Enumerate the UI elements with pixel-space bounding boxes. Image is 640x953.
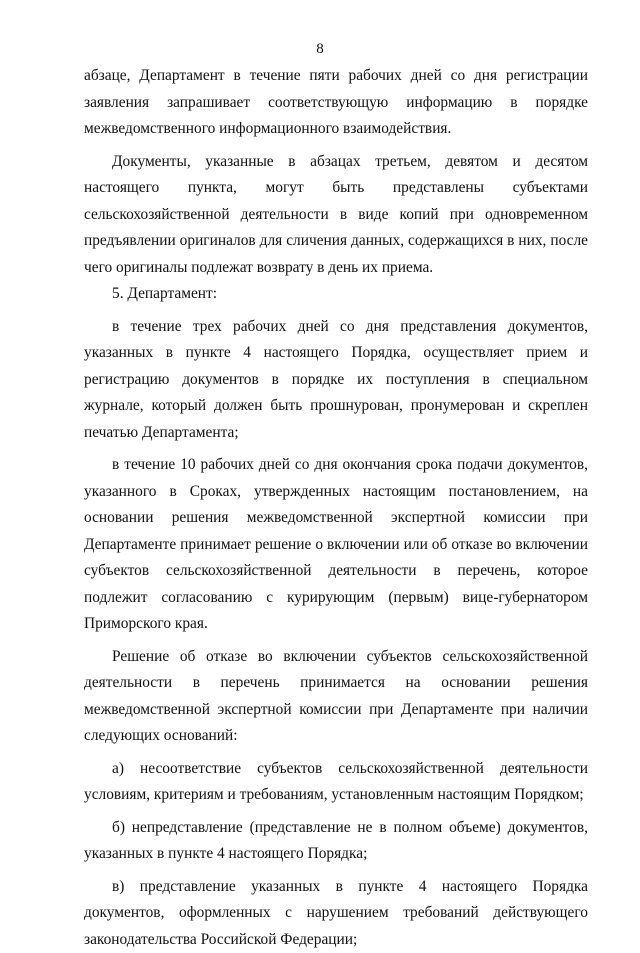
paragraph-item-c: в) представление указанных в пункте 4 настоящего Порядка документов, оформленных с нарушением требований действующего законодательства Российской Федерации; — [84, 874, 588, 953]
paragraph-item-a: а) несоответствие субъектов сельскохозяйственной деятельности условиям, критериям и требованиям, установленным настоящим Порядком; — [84, 756, 588, 809]
paragraph-continuation: абзаце, Департамент в течение пяти рабочих дней со дня регистрации заявления запрашивает соответствующую информацию в порядке межведомственного информационного взаимодействия. — [84, 63, 588, 143]
page-number: 8 — [0, 40, 640, 58]
paragraph-decision: в течение 10 рабочих дней со дня окончания срока подачи документов, указанного в Сроках, утвержденных настоящим постановлением, на основании решения межведомственной экспертной комиссии при Департаменте принимает решение о включении или об отказе во включении субъектов сельскохозяйственной деятельности в перечень, которое подлежит согласованию с курирующим (первым) вице-губернатором Приморского края. — [84, 452, 588, 638]
paragraph-section-5-heading: 5. Департамент: — [84, 281, 588, 308]
paragraph-refusal-grounds: Решение об отказе во включении субъектов сельскохозяйственной деятельности в перечень принимается на основании решения межведомственной экспертной комиссии при Департаменте при наличии следующих оснований: — [84, 644, 588, 750]
paragraph-registration: в течение трех рабочих дней со дня представления документов, указанных в пункте 4 настоящего Порядка, осуществляет прием и регистрацию документов в порядке их поступления в специальном журнале, который должен быть прошнурован, пронумерован и скреплен печатью Департамента; — [84, 314, 588, 447]
paragraph-item-b: б) непредставление (представление не в полном объеме) документов, указанных в пункте 4 настоящего Порядка; — [84, 815, 588, 868]
document-body — [84, 63, 588, 953]
paragraph-documents-copies: Документы, указанные в абзацах третьем, девятом и десятом настоящего пункта, могут быть представлены субъектами сельскохозяйственной деятельности в виде копий при одновременном предъявлении оригиналов для сличения данных, содержащихся в них, после чего оригиналы подлежат возврату в день их приема. — [84, 149, 588, 282]
